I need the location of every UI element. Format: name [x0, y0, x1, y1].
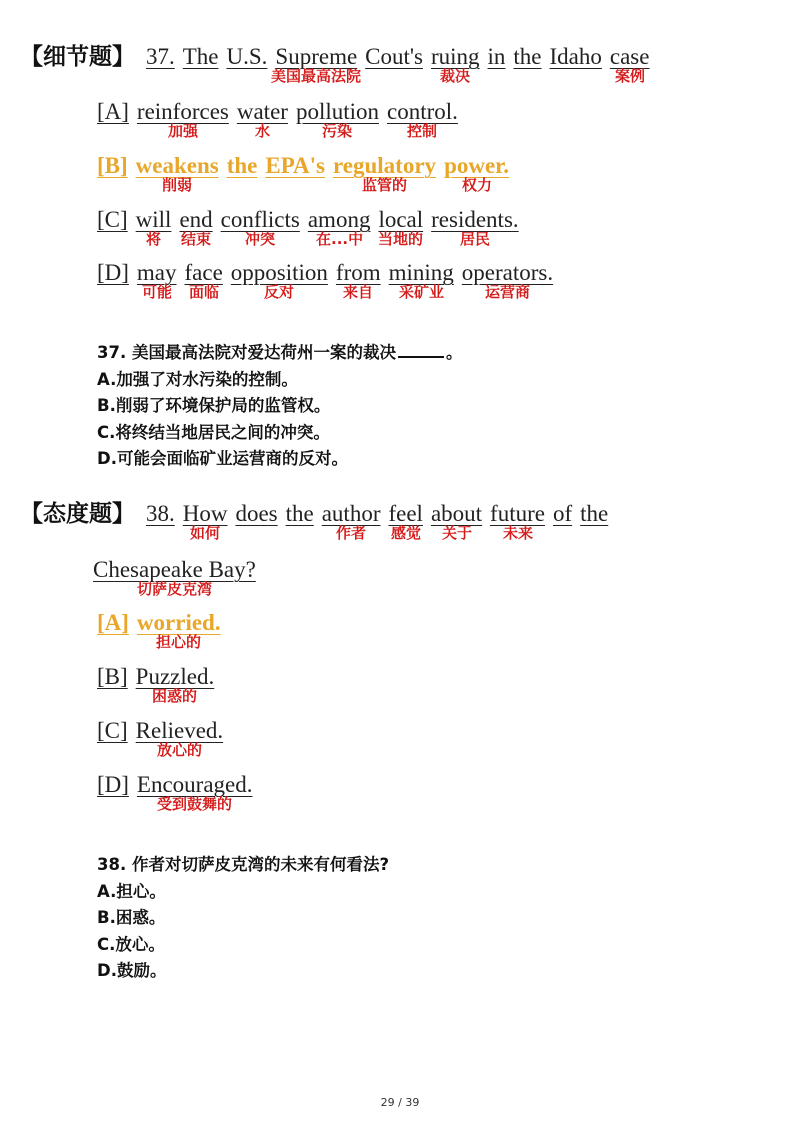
english-word: case — [609, 44, 650, 69]
q38-translation — [97, 852, 777, 985]
english-word: U.S. — [226, 44, 268, 69]
english-word: 38. — [146, 501, 175, 526]
english-word: end — [179, 207, 213, 232]
english-word: may — [136, 260, 177, 285]
q38-option-d — [0, 770, 800, 813]
chinese-gloss: 关于 — [442, 524, 473, 542]
english-word: [D] — [97, 772, 129, 797]
q37-translation-option-d: D.可能会面临矿业运营商的反对。 — [97, 449, 348, 468]
english-word: Chesapeake Bay? — [93, 557, 256, 582]
english-word: the — [226, 153, 258, 178]
english-word: author — [321, 501, 381, 526]
english-word: the — [285, 501, 314, 526]
q38-stem-line-1 — [0, 499, 800, 542]
chinese-gloss: 反对 — [264, 283, 295, 301]
chinese-gloss: 来自 — [343, 283, 374, 301]
chinese-gloss: 在...中 — [316, 230, 364, 248]
q37-option-b — [0, 151, 800, 194]
english-word: about — [430, 501, 483, 526]
english-word: the — [580, 501, 609, 526]
q38-option-c — [0, 716, 800, 759]
english-word: pollution — [295, 99, 379, 124]
q37-type-tag: 【细节题】 — [20, 44, 135, 70]
chinese-gloss: 结束 — [181, 230, 212, 248]
english-word: The — [182, 44, 219, 69]
english-word: reinforces — [136, 99, 229, 124]
chinese-gloss: 裁决 — [440, 67, 471, 85]
english-word: mining — [388, 260, 454, 285]
q37-option-d — [0, 258, 800, 301]
chinese-gloss: 未来 — [503, 524, 534, 542]
chinese-gloss: 冲突 — [245, 230, 276, 248]
chinese-gloss: 当地的 — [378, 230, 424, 248]
english-word: [C] — [97, 718, 128, 743]
chinese-gloss: 面临 — [189, 283, 220, 301]
english-word: opposition — [230, 260, 328, 285]
q38-option-b — [0, 662, 800, 705]
q38-stem-line-2 — [0, 555, 800, 598]
english-word: [B] — [97, 664, 128, 689]
english-word: the — [513, 44, 542, 69]
q38-type-tag: 【态度题】 — [20, 501, 135, 527]
chinese-gloss: 水 — [255, 122, 271, 140]
english-word: Idaho — [549, 44, 602, 69]
chinese-gloss: 困惑的 — [152, 687, 198, 705]
chinese-gloss: 可能 — [142, 283, 173, 301]
chinese-gloss: 加强 — [168, 122, 199, 140]
english-word: [A] — [97, 610, 129, 635]
english-word: Puzzled. — [135, 664, 215, 689]
q37-option-a — [0, 97, 800, 140]
q37-translation — [97, 340, 777, 473]
english-word: [B] — [97, 153, 128, 178]
chinese-gloss: 运营商 — [485, 283, 531, 301]
q38-translation-option-a: A.担心。 — [97, 881, 166, 901]
chinese-gloss: 案例 — [615, 67, 646, 85]
q37-stem-line — [0, 42, 800, 85]
english-word: control. — [387, 99, 458, 124]
english-word: Cout's — [365, 44, 423, 69]
english-word: water — [236, 99, 288, 124]
q38-translation-stem: 38. 作者对切萨皮克湾的未来有何看法? — [97, 855, 390, 874]
q37-translation-option-c: C.将终结当地居民之间的冲突。 — [97, 422, 330, 442]
english-word: worried. — [136, 610, 221, 635]
q37-translation-option-a: A.加强了对水污染的控制。 — [97, 369, 298, 389]
english-word: from — [335, 260, 381, 285]
q37-option-c — [0, 205, 800, 248]
english-word: EPA's — [265, 153, 326, 178]
chinese-gloss: 居民 — [460, 230, 491, 248]
english-word: How — [182, 501, 228, 526]
answer-blank — [398, 340, 444, 358]
q38-option-a — [0, 608, 800, 651]
english-word: [C] — [97, 207, 128, 232]
chinese-gloss: 美国最高法院 — [271, 67, 362, 85]
chinese-gloss: 感觉 — [391, 524, 422, 542]
english-word: Supreme — [275, 44, 358, 69]
english-word: in — [487, 44, 506, 69]
english-word: conflicts — [220, 207, 300, 232]
english-word: among — [307, 207, 371, 232]
q38-translation-option-d: D.鼓励。 — [97, 961, 167, 980]
english-word: does — [235, 501, 278, 526]
english-word: feel — [388, 501, 423, 526]
english-word: of — [552, 501, 573, 526]
english-word: Relieved. — [135, 718, 224, 743]
english-word: will — [135, 207, 172, 232]
chinese-gloss: 削弱 — [162, 176, 193, 194]
chinese-gloss: 切萨皮克湾 — [137, 580, 213, 598]
chinese-gloss: 控制 — [407, 122, 438, 140]
english-word: power. — [444, 153, 510, 178]
english-word: 37. — [146, 44, 175, 69]
chinese-gloss: 监管的 — [362, 176, 408, 194]
english-word: face — [184, 260, 223, 285]
chinese-gloss: 权力 — [462, 176, 493, 194]
english-word: residents. — [431, 207, 519, 232]
english-word: regulatory — [333, 153, 437, 178]
chinese-gloss: 放心的 — [157, 741, 203, 759]
q37-translation-stem: 37. 美国最高法院对爱达荷州一案的裁决 。 — [97, 340, 777, 367]
q38-translation-option-b: B.困惑。 — [97, 908, 166, 927]
chinese-gloss: 污染 — [322, 122, 353, 140]
english-word: [A] — [97, 99, 129, 124]
chinese-gloss: 采矿业 — [399, 283, 445, 301]
q37-translation-option-b: B.削弱了环境保护局的监管权。 — [97, 396, 331, 415]
q38-translation-option-c: C.放心。 — [97, 934, 165, 954]
chinese-gloss: 如何 — [190, 524, 221, 542]
english-word: ruing — [430, 44, 480, 69]
english-word: Encouraged. — [136, 772, 253, 797]
english-word: future — [490, 501, 545, 526]
chinese-gloss: 将 — [146, 230, 162, 248]
english-word: [D] — [97, 260, 129, 285]
english-word: local — [378, 207, 424, 232]
chinese-gloss: 担心的 — [156, 633, 202, 651]
english-word: operators. — [461, 260, 554, 285]
chinese-gloss: 受到鼓舞的 — [157, 795, 233, 813]
chinese-gloss: 作者 — [336, 524, 367, 542]
page-number: 29 / 39 — [380, 1096, 420, 1109]
english-word: weakens — [135, 153, 219, 178]
